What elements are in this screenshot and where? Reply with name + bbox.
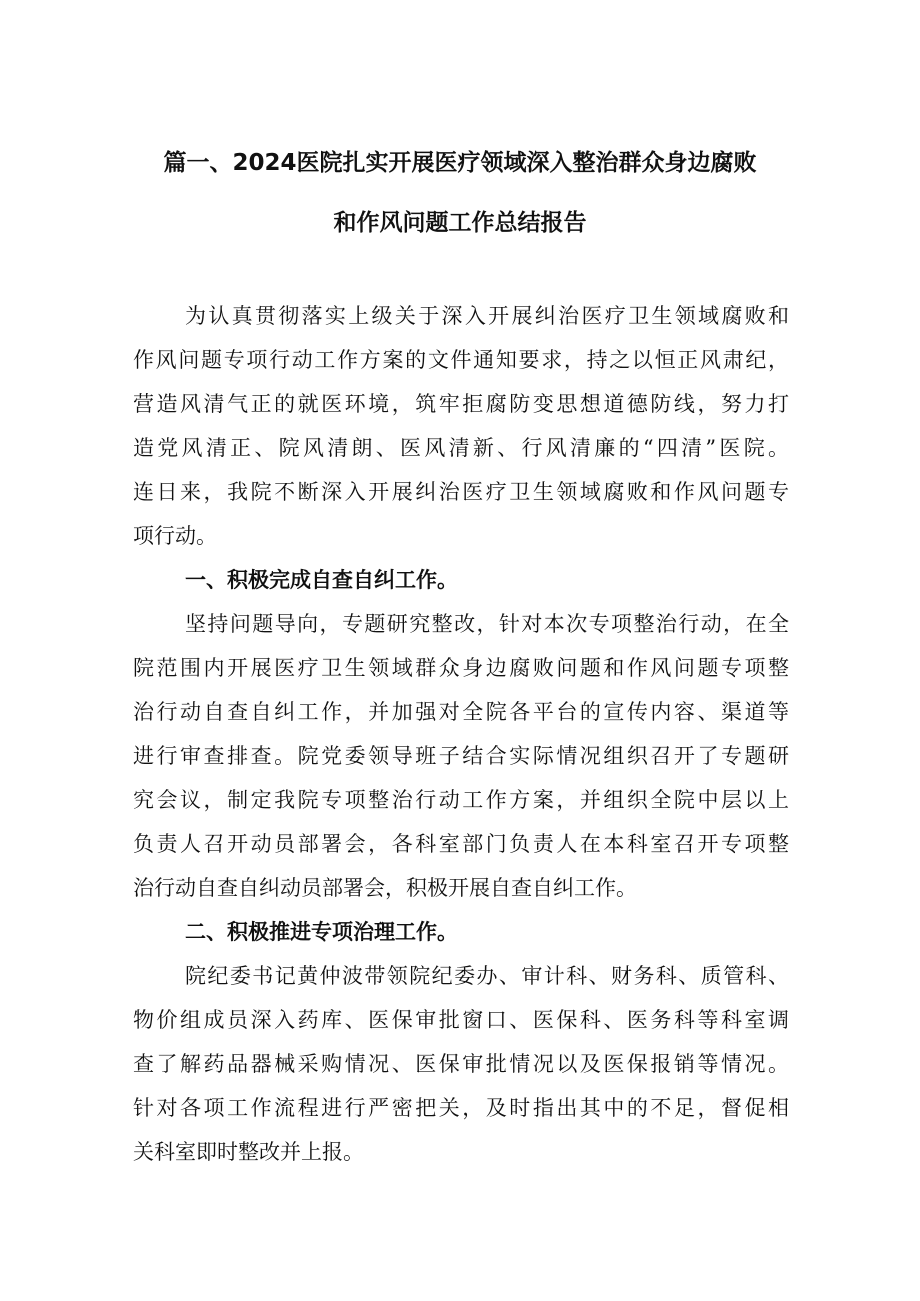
document-title-line-1: 篇一、2024医院扎实开展医疗领域深入整治群众身边腐败 (163, 150, 757, 176)
section-2-line: 物价组成员深入药库、医保审批窗口、医保科、医务科等科室调 (133, 1008, 789, 1032)
section-1-line: 究会议，制定我院专项整治行动工作方案，并组织全院中层以上 (133, 788, 789, 812)
section-2-line: 查了解药品器械采购情况、医保审批情况以及医保报销等情况。 (133, 1052, 789, 1076)
section-1-line: 坚持问题导向，专题研究整改，针对本次专项整治行动，在全 (185, 612, 789, 636)
section-1-line: 治行动自查自纠工作，并加强对全院各平台的宣传内容、渠道等 (133, 700, 789, 724)
intro-line: 营造风清气正的就医环境，筑牢拒腐防变思想道德防线，努力打 (133, 392, 789, 416)
section-1-line: 治行动自查自纠动员部署会，积极开展自查自纠工作。 (133, 876, 637, 900)
intro-line: 连日来，我院不断深入开展纠治医疗卫生领域腐败和作风问题专 (133, 480, 789, 504)
intro-line: 作风问题专项行动工作方案的文件通知要求，持之以恒正风肃纪， (133, 348, 789, 372)
section-2-heading: 二、积极推进专项治理工作。 (185, 920, 458, 944)
section-2-line: 关科室即时整改并上报。 (133, 1140, 364, 1164)
intro-line: 造党风清正、院风清朗、医风清新、行风清廉的“四清”医院。 (133, 436, 789, 460)
section-2-line: 针对各项工作流程进行严密把关，及时指出其中的不足，督促相 (133, 1096, 789, 1120)
section-1-line: 进行审查排查。院党委领导班子结合实际情况组织召开了专题研 (133, 744, 789, 768)
intro-line: 为认真贯彻落实上级关于深入开展纠治医疗卫生领域腐败和 (185, 304, 789, 328)
section-2-line: 院纪委书记黄仲波带领院纪委办、审计科、财务科、质管科、 (185, 964, 789, 988)
document-title-line-2: 和作风问题工作总结报告 (333, 210, 587, 236)
section-1-heading: 一、积极完成自查自纠工作。 (185, 568, 458, 592)
intro-line: 项行动。 (133, 524, 217, 548)
section-1-line: 负责人召开动员部署会，各科室部门负责人在本科室召开专项整 (133, 832, 789, 856)
section-1-line: 院范围内开展医疗卫生领域群众身边腐败问题和作风问题专项整 (133, 656, 789, 680)
